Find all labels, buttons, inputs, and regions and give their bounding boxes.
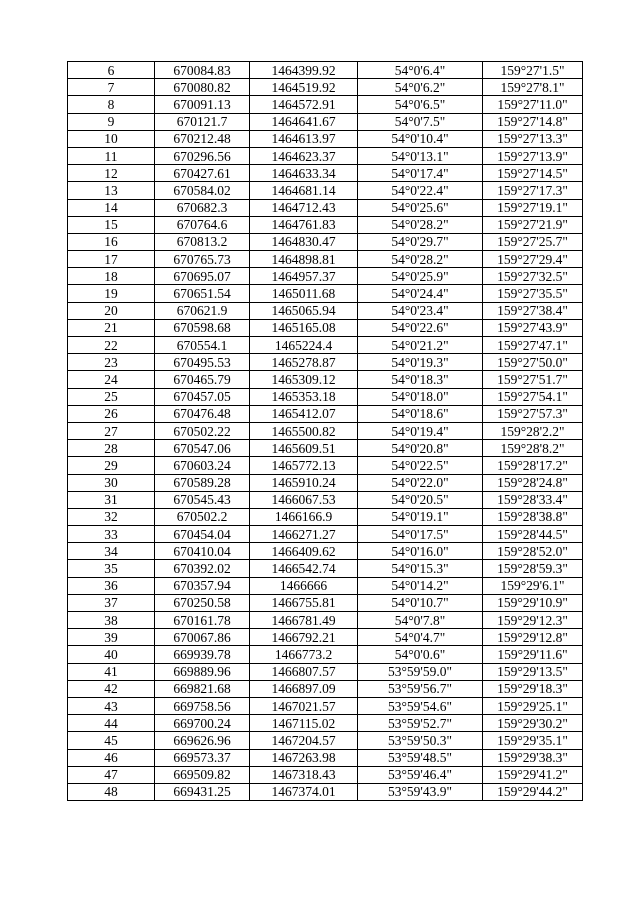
y-coordinate-cell: 1465772.13: [250, 457, 358, 474]
table-row: [68, 715, 583, 732]
table-row: [68, 422, 583, 439]
longitude-cell: 159°27'54.1": [483, 388, 583, 405]
point-number-cell: 17: [68, 251, 155, 268]
y-coordinate-cell: 1464681.14: [250, 182, 358, 199]
latitude-cell: 54°0'16.0": [358, 543, 483, 560]
longitude-cell: 159°27'14.5": [483, 165, 583, 182]
x-coordinate-cell: 670598.68: [155, 319, 250, 336]
point-number-cell: 13: [68, 182, 155, 199]
y-coordinate-cell: 1466781.49: [250, 612, 358, 629]
longitude-cell: 159°27'11.0": [483, 96, 583, 113]
x-coordinate-cell: 670589.28: [155, 474, 250, 491]
longitude-cell: 159°28'59.3": [483, 560, 583, 577]
y-coordinate-cell: 1466897.09: [250, 680, 358, 697]
latitude-cell: 54°0'22.0": [358, 474, 483, 491]
table-row: [68, 165, 583, 182]
longitude-cell: 159°28'38.8": [483, 508, 583, 525]
x-coordinate-cell: 670457.05: [155, 388, 250, 405]
longitude-cell: 159°27'17.3": [483, 182, 583, 199]
latitude-cell: 54°0'15.3": [358, 560, 483, 577]
table-row: [68, 594, 583, 611]
longitude-cell: 159°29'41.2": [483, 766, 583, 783]
point-number-cell: 38: [68, 612, 155, 629]
point-number-cell: 23: [68, 354, 155, 371]
longitude-cell: 159°28'44.5": [483, 526, 583, 543]
longitude-cell: 159°27'13.9": [483, 147, 583, 164]
x-coordinate-cell: 670651.54: [155, 285, 250, 302]
point-number-cell: 33: [68, 526, 155, 543]
y-coordinate-cell: 1464761.83: [250, 216, 358, 233]
y-coordinate-cell: 1467318.43: [250, 766, 358, 783]
longitude-cell: 159°29'35.1": [483, 732, 583, 749]
x-coordinate-cell: 670296.56: [155, 147, 250, 164]
point-number-cell: 36: [68, 577, 155, 594]
x-coordinate-cell: 669758.56: [155, 697, 250, 714]
latitude-cell: 54°0'18.3": [358, 371, 483, 388]
point-number-cell: 14: [68, 199, 155, 216]
point-number-cell: 40: [68, 646, 155, 663]
longitude-cell: 159°29'10.9": [483, 594, 583, 611]
point-number-cell: 26: [68, 405, 155, 422]
x-coordinate-cell: 670080.82: [155, 79, 250, 96]
table-row: [68, 251, 583, 268]
x-coordinate-cell: 670067.86: [155, 629, 250, 646]
x-coordinate-cell: 670695.07: [155, 268, 250, 285]
latitude-cell: 54°0'28.2": [358, 251, 483, 268]
longitude-cell: 159°27'35.5": [483, 285, 583, 302]
x-coordinate-cell: 670161.78: [155, 612, 250, 629]
x-coordinate-cell: 669821.68: [155, 680, 250, 697]
y-coordinate-cell: 1467021.57: [250, 697, 358, 714]
x-coordinate-cell: 670545.43: [155, 491, 250, 508]
table-row: [68, 491, 583, 508]
y-coordinate-cell: 1467374.01: [250, 783, 358, 800]
y-coordinate-cell: 1465353.18: [250, 388, 358, 405]
latitude-cell: 54°0'22.6": [358, 319, 483, 336]
latitude-cell: 53°59'46.4": [358, 766, 483, 783]
longitude-cell: 159°27'21.9": [483, 216, 583, 233]
table-row: [68, 508, 583, 525]
latitude-cell: 53°59'43.9": [358, 783, 483, 800]
table-row: [68, 268, 583, 285]
point-number-cell: 18: [68, 268, 155, 285]
latitude-cell: 54°0'20.8": [358, 440, 483, 457]
table-row: [68, 732, 583, 749]
coordinates-table-body: [68, 62, 583, 801]
y-coordinate-cell: 1467263.98: [250, 749, 358, 766]
table-row: [68, 216, 583, 233]
x-coordinate-cell: 670121.7: [155, 113, 250, 130]
point-number-cell: 39: [68, 629, 155, 646]
y-coordinate-cell: 1464712.43: [250, 199, 358, 216]
y-coordinate-cell: 1466755.81: [250, 594, 358, 611]
y-coordinate-cell: 1465011.68: [250, 285, 358, 302]
longitude-cell: 159°27'57.3": [483, 405, 583, 422]
latitude-cell: 53°59'50.3": [358, 732, 483, 749]
latitude-cell: 54°0'10.7": [358, 594, 483, 611]
latitude-cell: 54°0'6.2": [358, 79, 483, 96]
table-row: [68, 646, 583, 663]
latitude-cell: 54°0'19.4": [358, 422, 483, 439]
table-row: [68, 233, 583, 250]
y-coordinate-cell: 1464572.91: [250, 96, 358, 113]
longitude-cell: 159°28'2.2": [483, 422, 583, 439]
point-number-cell: 9: [68, 113, 155, 130]
table-row: [68, 113, 583, 130]
longitude-cell: 159°29'38.3": [483, 749, 583, 766]
latitude-cell: 54°0'13.1": [358, 147, 483, 164]
table-row: [68, 405, 583, 422]
latitude-cell: 54°0'22.5": [358, 457, 483, 474]
x-coordinate-cell: 669509.82: [155, 766, 250, 783]
latitude-cell: 54°0'24.4": [358, 285, 483, 302]
y-coordinate-cell: 1465165.08: [250, 319, 358, 336]
x-coordinate-cell: 670454.04: [155, 526, 250, 543]
latitude-cell: 54°0'10.4": [358, 130, 483, 147]
longitude-cell: 159°29'6.1": [483, 577, 583, 594]
y-coordinate-cell: 1464623.37: [250, 147, 358, 164]
longitude-cell: 159°27'19.1": [483, 199, 583, 216]
latitude-cell: 54°0'23.4": [358, 302, 483, 319]
longitude-cell: 159°29'18.3": [483, 680, 583, 697]
x-coordinate-cell: 670765.73: [155, 251, 250, 268]
table-row: [68, 79, 583, 96]
latitude-cell: 53°59'59.0": [358, 663, 483, 680]
latitude-cell: 54°0'17.5": [358, 526, 483, 543]
point-number-cell: 24: [68, 371, 155, 388]
x-coordinate-cell: 669700.24: [155, 715, 250, 732]
longitude-cell: 159°27'43.9": [483, 319, 583, 336]
table-row: [68, 130, 583, 147]
latitude-cell: 54°0'18.0": [358, 388, 483, 405]
coordinates-table: [67, 61, 583, 801]
point-number-cell: 19: [68, 285, 155, 302]
x-coordinate-cell: 670813.2: [155, 233, 250, 250]
y-coordinate-cell: 1465412.07: [250, 405, 358, 422]
x-coordinate-cell: 670465.79: [155, 371, 250, 388]
table-row: [68, 543, 583, 560]
table-row: [68, 783, 583, 800]
x-coordinate-cell: 670084.83: [155, 62, 250, 79]
point-number-cell: 28: [68, 440, 155, 457]
longitude-cell: 159°28'17.2": [483, 457, 583, 474]
table-row: [68, 680, 583, 697]
x-coordinate-cell: 670476.48: [155, 405, 250, 422]
table-row: [68, 337, 583, 354]
point-number-cell: 48: [68, 783, 155, 800]
table-row: [68, 629, 583, 646]
longitude-cell: 159°29'25.1": [483, 697, 583, 714]
latitude-cell: 53°59'56.7": [358, 680, 483, 697]
y-coordinate-cell: 1465224.4: [250, 337, 358, 354]
point-number-cell: 34: [68, 543, 155, 560]
table-row: [68, 319, 583, 336]
y-coordinate-cell: 1465065.94: [250, 302, 358, 319]
latitude-cell: 54°0'20.5": [358, 491, 483, 508]
x-coordinate-cell: 670584.02: [155, 182, 250, 199]
point-number-cell: 6: [68, 62, 155, 79]
longitude-cell: 159°27'47.1": [483, 337, 583, 354]
latitude-cell: 54°0'7.8": [358, 612, 483, 629]
y-coordinate-cell: 1464519.92: [250, 79, 358, 96]
longitude-cell: 159°28'33.4": [483, 491, 583, 508]
latitude-cell: 54°0'4.7": [358, 629, 483, 646]
y-coordinate-cell: 1465278.87: [250, 354, 358, 371]
latitude-cell: 53°59'54.6": [358, 697, 483, 714]
y-coordinate-cell: 1465500.82: [250, 422, 358, 439]
y-coordinate-cell: 1464613.97: [250, 130, 358, 147]
table-row: [68, 147, 583, 164]
longitude-cell: 159°27'25.7": [483, 233, 583, 250]
longitude-cell: 159°29'13.5": [483, 663, 583, 680]
table-row: [68, 526, 583, 543]
point-number-cell: 16: [68, 233, 155, 250]
point-number-cell: 22: [68, 337, 155, 354]
table-row: [68, 62, 583, 79]
y-coordinate-cell: 1466542.74: [250, 560, 358, 577]
y-coordinate-cell: 1466409.62: [250, 543, 358, 560]
y-coordinate-cell: 1464641.67: [250, 113, 358, 130]
longitude-cell: 159°28'52.0": [483, 543, 583, 560]
x-coordinate-cell: 670502.22: [155, 422, 250, 439]
point-number-cell: 32: [68, 508, 155, 525]
x-coordinate-cell: 670547.06: [155, 440, 250, 457]
y-coordinate-cell: 1464830.47: [250, 233, 358, 250]
table-row: [68, 663, 583, 680]
longitude-cell: 159°27'29.4": [483, 251, 583, 268]
point-number-cell: 7: [68, 79, 155, 96]
table-row: [68, 371, 583, 388]
table-row: [68, 577, 583, 594]
point-number-cell: 10: [68, 130, 155, 147]
x-coordinate-cell: 670621.9: [155, 302, 250, 319]
longitude-cell: 159°27'32.5": [483, 268, 583, 285]
x-coordinate-cell: 670554.1: [155, 337, 250, 354]
table-row: [68, 457, 583, 474]
point-number-cell: 12: [68, 165, 155, 182]
point-number-cell: 27: [68, 422, 155, 439]
x-coordinate-cell: 670091.13: [155, 96, 250, 113]
x-coordinate-cell: 670410.04: [155, 543, 250, 560]
x-coordinate-cell: 670764.6: [155, 216, 250, 233]
longitude-cell: 159°27'14.8": [483, 113, 583, 130]
point-number-cell: 46: [68, 749, 155, 766]
point-number-cell: 41: [68, 663, 155, 680]
latitude-cell: 54°0'28.2": [358, 216, 483, 233]
y-coordinate-cell: 1466773.2: [250, 646, 358, 663]
longitude-cell: 159°29'30.2": [483, 715, 583, 732]
x-coordinate-cell: 669889.96: [155, 663, 250, 680]
point-number-cell: 37: [68, 594, 155, 611]
point-number-cell: 30: [68, 474, 155, 491]
table-row: [68, 560, 583, 577]
longitude-cell: 159°27'8.1": [483, 79, 583, 96]
point-number-cell: 42: [68, 680, 155, 697]
y-coordinate-cell: 1465609.51: [250, 440, 358, 457]
point-number-cell: 21: [68, 319, 155, 336]
longitude-cell: 159°27'13.3": [483, 130, 583, 147]
x-coordinate-cell: 670212.48: [155, 130, 250, 147]
y-coordinate-cell: 1464399.92: [250, 62, 358, 79]
table-row: [68, 749, 583, 766]
point-number-cell: 45: [68, 732, 155, 749]
point-number-cell: 35: [68, 560, 155, 577]
latitude-cell: 54°0'21.2": [358, 337, 483, 354]
y-coordinate-cell: 1466067.53: [250, 491, 358, 508]
table-row: [68, 182, 583, 199]
table-row: [68, 302, 583, 319]
latitude-cell: 54°0'18.6": [358, 405, 483, 422]
x-coordinate-cell: 669431.25: [155, 783, 250, 800]
y-coordinate-cell: 1467115.02: [250, 715, 358, 732]
point-number-cell: 20: [68, 302, 155, 319]
point-number-cell: 29: [68, 457, 155, 474]
x-coordinate-cell: 670357.94: [155, 577, 250, 594]
point-number-cell: 25: [68, 388, 155, 405]
point-number-cell: 11: [68, 147, 155, 164]
table-row: [68, 354, 583, 371]
table-row: [68, 199, 583, 216]
x-coordinate-cell: 670392.02: [155, 560, 250, 577]
table-row: [68, 96, 583, 113]
y-coordinate-cell: 1465910.24: [250, 474, 358, 491]
latitude-cell: 53°59'52.7": [358, 715, 483, 732]
x-coordinate-cell: 669939.78: [155, 646, 250, 663]
latitude-cell: 54°0'7.5": [358, 113, 483, 130]
y-coordinate-cell: 1466166.9: [250, 508, 358, 525]
table-row: [68, 388, 583, 405]
x-coordinate-cell: 670682.3: [155, 199, 250, 216]
x-coordinate-cell: 670502.2: [155, 508, 250, 525]
y-coordinate-cell: 1466271.27: [250, 526, 358, 543]
longitude-cell: 159°29'44.2": [483, 783, 583, 800]
latitude-cell: 54°0'25.6": [358, 199, 483, 216]
longitude-cell: 159°27'1.5": [483, 62, 583, 79]
y-coordinate-cell: 1466807.57: [250, 663, 358, 680]
latitude-cell: 54°0'0.6": [358, 646, 483, 663]
latitude-cell: 54°0'17.4": [358, 165, 483, 182]
y-coordinate-cell: 1466792.21: [250, 629, 358, 646]
longitude-cell: 159°27'50.0": [483, 354, 583, 371]
latitude-cell: 54°0'29.7": [358, 233, 483, 250]
latitude-cell: 54°0'14.2": [358, 577, 483, 594]
latitude-cell: 54°0'22.4": [358, 182, 483, 199]
longitude-cell: 159°27'51.7": [483, 371, 583, 388]
y-coordinate-cell: 1466666: [250, 577, 358, 594]
longitude-cell: 159°29'11.6": [483, 646, 583, 663]
x-coordinate-cell: 670603.24: [155, 457, 250, 474]
y-coordinate-cell: 1464898.81: [250, 251, 358, 268]
latitude-cell: 54°0'6.4": [358, 62, 483, 79]
x-coordinate-cell: 670250.58: [155, 594, 250, 611]
longitude-cell: 159°28'8.2": [483, 440, 583, 457]
point-number-cell: 15: [68, 216, 155, 233]
table-row: [68, 612, 583, 629]
longitude-cell: 159°29'12.8": [483, 629, 583, 646]
y-coordinate-cell: 1464957.37: [250, 268, 358, 285]
point-number-cell: 8: [68, 96, 155, 113]
x-coordinate-cell: 670495.53: [155, 354, 250, 371]
longitude-cell: 159°27'38.4": [483, 302, 583, 319]
latitude-cell: 54°0'19.3": [358, 354, 483, 371]
table-row: [68, 285, 583, 302]
point-number-cell: 43: [68, 697, 155, 714]
point-number-cell: 31: [68, 491, 155, 508]
table-row: [68, 474, 583, 491]
table-row: [68, 766, 583, 783]
y-coordinate-cell: 1464633.34: [250, 165, 358, 182]
x-coordinate-cell: 669626.96: [155, 732, 250, 749]
latitude-cell: 54°0'6.5": [358, 96, 483, 113]
table-row: [68, 440, 583, 457]
longitude-cell: 159°28'24.8": [483, 474, 583, 491]
y-coordinate-cell: 1465309.12: [250, 371, 358, 388]
table-row: [68, 697, 583, 714]
latitude-cell: 53°59'48.5": [358, 749, 483, 766]
x-coordinate-cell: 670427.61: [155, 165, 250, 182]
y-coordinate-cell: 1467204.57: [250, 732, 358, 749]
longitude-cell: 159°29'12.3": [483, 612, 583, 629]
point-number-cell: 47: [68, 766, 155, 783]
point-number-cell: 44: [68, 715, 155, 732]
x-coordinate-cell: 669573.37: [155, 749, 250, 766]
latitude-cell: 54°0'19.1": [358, 508, 483, 525]
latitude-cell: 54°0'25.9": [358, 268, 483, 285]
